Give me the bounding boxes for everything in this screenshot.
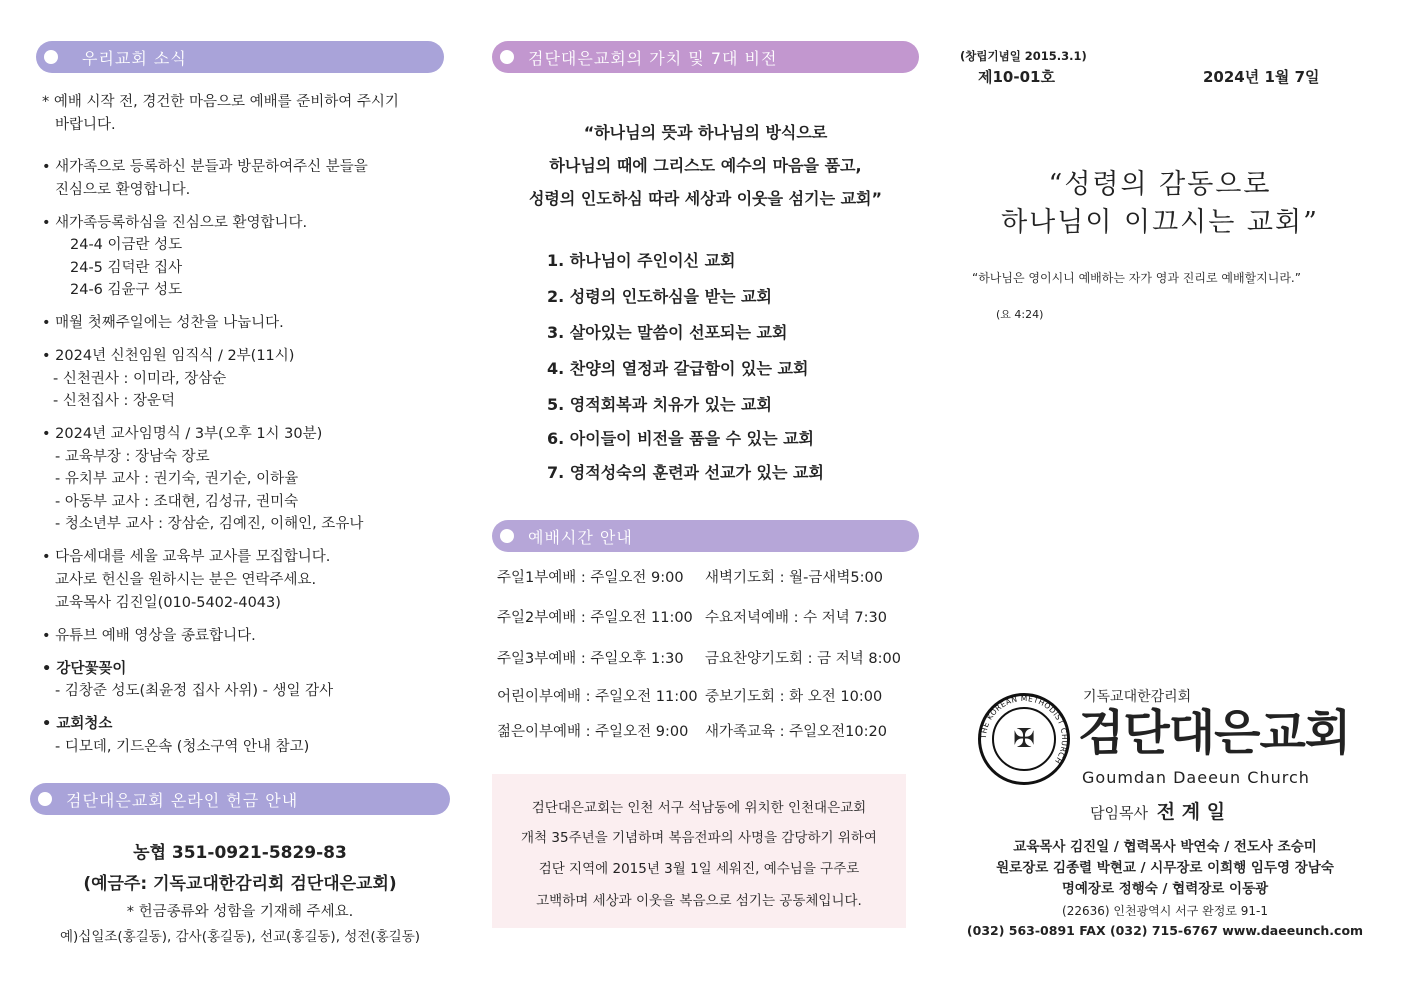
news-line: • 2024년 교사임명식 / 3부(오후 1시 30분): [42, 426, 323, 442]
bullet-dot-icon: [500, 50, 514, 64]
staff-line: 명예장로 정행숙 / 협력장로 이동광: [1061, 881, 1269, 897]
news-line: • 유튜브 예배 영상을 종료합니다.: [42, 628, 256, 644]
worship-time: 새벽기도회 : 월-금새벽5:00: [705, 570, 883, 586]
worship-time: 어린이부예배 : 주일오전 11:00: [497, 689, 698, 705]
bank-account: 농협 351-0921-5829-83: [133, 843, 347, 863]
news-line: • 교회청소: [42, 716, 113, 732]
news-line: 24-4 이금란 성도: [70, 237, 183, 253]
vision-item: 1. 하나님이 주인이신 교회: [547, 251, 736, 270]
news-line: • 다음세대를 세울 교육부 교사를 모집합니다.: [42, 549, 331, 565]
vision-item: 4. 찬양의 열정과 갈급함이 있는 교회: [547, 359, 809, 378]
address: (22636) 인천광역시 서구 완정로 91-1: [1062, 904, 1268, 918]
news-line: • 새가족으로 등록하신 분들과 방문하여주신 분들을: [42, 159, 368, 175]
offering-note: * 헌금종류와 성함을 기재해 주세요.: [126, 904, 354, 920]
news-line: 진심으로 환영합니다.: [55, 182, 191, 198]
cross-globe-icon: ✠: [992, 707, 1056, 771]
worship-time: 젊은이부예배 : 주일오전 9:00: [497, 724, 689, 740]
vision-header: 검단대은교회의 가치 및 7대 비전: [492, 41, 919, 73]
offering-example: 예)십일조(홍길동), 감사(홍길동), 선교(홍길동), 성전(홍길동): [59, 929, 421, 945]
issue-number: 제10-01호: [978, 68, 1055, 86]
vision-item: 2. 성령의 인도하심을 받는 교회: [547, 287, 772, 306]
worship-time: 주일3부예배 : 주일오후 1:30: [497, 651, 684, 667]
motto-line: 하나님이 이끄시는 교회”: [1001, 207, 1319, 238]
church-name-english: Goumdan Daeeun Church: [1082, 768, 1310, 787]
news-line: - 신천권사 : 이미라, 장삼순: [53, 371, 227, 387]
bullet-dot-icon: [500, 529, 514, 543]
account-holder: (예금주: 기독교대한감리회 검단대은교회): [83, 874, 397, 894]
contact-info: (032) 563-0891 FAX (032) 715-6767 www.daeeunch.com: [966, 923, 1364, 938]
news-line: - 디모데, 기드온속 (청소구역 안내 참고): [55, 739, 310, 755]
news-line: * 예배 시작 전, 경건한 마음으로 예배를 준비하여 주시기: [42, 94, 399, 110]
worship-time: 금요찬양기도회 : 금 저녁 8:00: [705, 651, 901, 667]
intro-line: 개척 35주년을 기념하며 복음전파의 사명을 감당하기 위하여: [521, 830, 877, 846]
verse-reference: (요 4:24): [996, 308, 1044, 321]
denomination: 기독교대한감리회: [1083, 689, 1192, 705]
motto-line: “성령의 감동으로: [1048, 169, 1272, 200]
intro-box: [492, 774, 906, 928]
news-line: - 김창준 성도(최윤정 집사 사위) - 생일 감사: [55, 683, 334, 699]
news-line: - 신천집사 : 장운덕: [53, 393, 175, 409]
svg-text:THE KOREAN METHODIST CHURCH: THE KOREAN METHODIST CHURCH: [978, 693, 1070, 766]
news-line: - 교육부장 : 장남숙 장로: [55, 449, 210, 465]
bible-verse: “하나님은 영이시니 예배하는 자가 영과 진리로 예배할지니라.”: [972, 271, 1301, 285]
worship-time: 중보기도회 : 화 오전 10:00: [705, 689, 883, 705]
vision-item: 5. 영적회복과 치유가 있는 교회: [547, 395, 772, 414]
offering-header: 검단대은교회 온라인 헌금 안내: [30, 783, 450, 815]
worship-time: 새가족교육 : 주일오전10:20: [705, 724, 887, 740]
value-line: 성령의 인도하심 따라 세상과 이웃을 섬기는 교회”: [528, 189, 883, 208]
bullet-dot-icon: [44, 50, 58, 64]
worship-time: 주일1부예배 : 주일오전 9:00: [497, 570, 684, 586]
senior-pastor: 담임목사 전 계 일: [1090, 801, 1226, 823]
staff-line: 교육목사 김진일 / 협력목사 박연숙 / 전도사 조승미: [1013, 839, 1317, 855]
news-line: • 2024년 신천임원 임직식 / 2부(11시): [42, 348, 295, 364]
intro-line: 검단 지역에 2015년 3월 1일 세워진, 예수님을 구주로: [538, 861, 860, 877]
news-line: 바랍니다.: [55, 117, 116, 133]
news-line: 교사로 헌신을 원하시는 분은 연락주세요.: [55, 572, 317, 588]
value-line: “하나님의 뜻과 하나님의 방식으로: [583, 123, 828, 142]
worship-time: 수요저녁예배 : 수 저녁 7:30: [705, 610, 887, 626]
news-header: 우리교회 소식: [36, 41, 444, 73]
news-line: - 유치부 교사 : 권기숙, 권기순, 이하율: [55, 471, 299, 487]
value-line: 하나님의 때에 그리스도 예수의 마음을 품고,: [549, 156, 862, 175]
church-name: 검단대은교회: [1078, 705, 1351, 761]
worship-header: 예배시간 안내: [492, 520, 919, 552]
staff-line: 원로장로 김종렬 박현교 / 시무장로 이희행 임두영 장남숙: [996, 860, 1334, 876]
bullet-dot-icon: [38, 792, 52, 806]
news-line: • 새가족등록하심을 진심으로 환영합니다.: [42, 215, 308, 231]
vision-item: 7. 영적성숙의 훈련과 선교가 있는 교회: [547, 463, 824, 482]
founded-date: (창립기념일 2015.3.1): [960, 49, 1087, 63]
vision-item: 6. 아이들이 비전을 품을 수 있는 교회: [547, 429, 815, 448]
news-line: • 매월 첫째주일에는 성찬을 나눕니다.: [42, 315, 284, 331]
news-line: 교육목사 김진일(010-5402-4043): [55, 595, 281, 611]
news-line: 24-5 김덕란 집사: [70, 260, 183, 276]
news-line: - 아동부 교사 : 조대현, 김성규, 권미숙: [55, 494, 299, 510]
worship-time: 주일2부예배 : 주일오전 11:00: [497, 610, 693, 626]
intro-line: 검단대은교회는 인천 서구 석남동에 위치한 인천대은교회: [531, 800, 867, 816]
news-line: - 청소년부 교사 : 장삼순, 김예진, 이해인, 조유나: [55, 516, 364, 532]
vision-item: 3. 살아있는 말씀이 선포되는 교회: [547, 323, 788, 342]
news-line: 24-6 김윤구 성도: [70, 282, 183, 298]
news-line: • 강단꽃꽂이: [42, 661, 127, 677]
bulletin-date: 2024년 1월 7일: [1203, 68, 1320, 86]
intro-line: 고백하며 세상과 이웃을 복음으로 섬기는 공동체입니다.: [536, 893, 862, 909]
